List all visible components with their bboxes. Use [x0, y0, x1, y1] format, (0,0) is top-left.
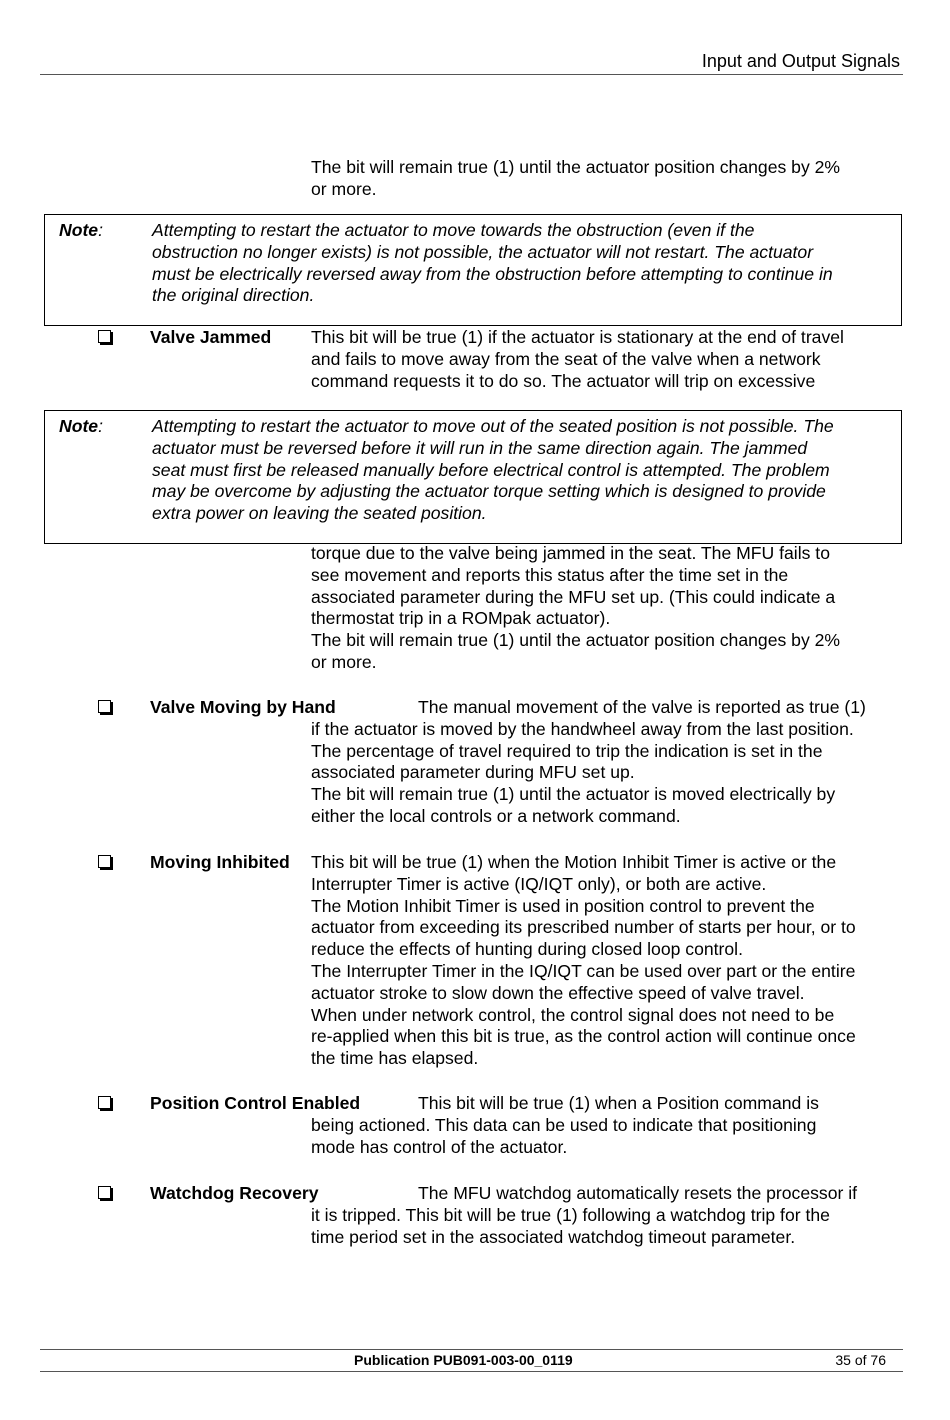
text-line: The Motion Inhibit Timer is used in position control to prevent the [311, 895, 815, 916]
text-line: actuator from exceeding its prescribed number of starts per hour, or to [311, 917, 856, 938]
item-label-watchdog-recovery: Watchdog Recovery [150, 1183, 319, 1203]
text-line: and fails to move away from the seat of the valve when a network [311, 348, 821, 369]
text-line: command requests it to do so. The actuator will trip on excessive [311, 370, 816, 391]
text-line: The bit will remain true (1) until the actuator position changes by 2% [311, 630, 841, 651]
text-line: associated parameter during the MFU set up. (This could indicate a [311, 586, 836, 607]
text-line: may be overcome by adjusting the actuator torque setting which is designed to provide [152, 481, 826, 502]
text-line: The Interrupter Timer in the IQ/IQT can be used over part or the entire [311, 960, 856, 981]
text-line: The bit will remain true (1) until the actuator is moved electrically by [311, 784, 836, 805]
checkbox-bullet-icon [98, 700, 111, 713]
text-line: obstruction no longer exists) is not possible, the actuator will not restart. The actuator [152, 241, 814, 262]
text-line: Interrupter Timer is active (IQ/IQT only), or both are active. [311, 873, 767, 894]
text-line: reduce the effects of hunting during closed loop control. [311, 939, 743, 960]
note-label: Note: [59, 220, 103, 240]
item-label-position-control-enabled: Position Control Enabled [150, 1093, 361, 1113]
item-text-watchdog-recovery [311, 1183, 857, 1248]
text-line: thermostat trip in a ROMpak actuator). [311, 608, 611, 629]
note-label: Note: [59, 416, 103, 436]
text-line: time period set in the associated watchdog timeout parameter. [311, 1226, 796, 1247]
note-box-obstruction [44, 214, 902, 326]
text-line: or more. [311, 178, 377, 199]
text-line: the time has elapsed. [311, 1048, 479, 1069]
checkbox-bullet-icon [98, 855, 111, 868]
header-rule [40, 74, 903, 75]
item-text-valve-jammed [311, 327, 844, 392]
text-line: being actioned. This data can be used to indicate that positioning [311, 1114, 817, 1135]
note-text [152, 416, 834, 525]
footer-page-number: 35 of 76 [835, 1352, 886, 1368]
text-line: torque due to the valve being jammed in the seat. The MFU fails to [311, 543, 830, 563]
text-line: re-applied when this bit is true, as the control action will continue once [311, 1026, 856, 1047]
text-line: The manual movement of the valve is reported as true (1) [418, 697, 866, 717]
item-text-moving-inhibited [311, 852, 856, 1070]
text-line: The bit will remain true (1) until the actuator position changes by 2% [311, 157, 841, 177]
intro-paragraph [311, 157, 840, 201]
footer-publication: Publication PUB091-003-00_0119 [354, 1352, 573, 1368]
text-line: either the local controls or a network command. [311, 805, 681, 826]
text-line: extra power on leaving the seated position. [152, 503, 487, 524]
text-line: actuator stroke to slow down the effective speed of valve travel. [311, 982, 805, 1003]
text-line: This bit will be true (1) when the Motion Inhibit Timer is active or the [311, 852, 837, 872]
note-text [152, 220, 833, 307]
checkbox-bullet-icon [98, 1186, 111, 1199]
text-line: associated parameter during MFU set up. [311, 762, 635, 783]
text-line: actuator must be reversed before it will run in the same direction again. The jammed [152, 437, 808, 458]
item-label-valve-jammed: Valve Jammed [150, 327, 272, 347]
text-line: the original direction. [152, 285, 315, 306]
text-line: The percentage of travel required to trip the indication is set in the [311, 740, 823, 761]
text-line: This bit will be true (1) if the actuator is stationary at the end of travel [311, 327, 844, 347]
text-line: When under network control, the control signal does not need to be [311, 1004, 835, 1025]
note-box-seated [44, 410, 902, 544]
footer-rule-top [40, 1349, 903, 1350]
text-line: must be electrically reversed away from the obstruction before attempting to continue in [152, 263, 833, 284]
text-line: This bit will be true (1) when a Position command is [418, 1093, 819, 1113]
item-text-position-control-enabled [311, 1093, 819, 1158]
text-line: seat must first be released manually before electrical control is attempted. The problem [152, 459, 830, 480]
text-line: Attempting to restart the actuator to move towards the obstruction (even if the [152, 220, 755, 240]
text-line: Attempting to restart the actuator to move out of the seated position is not possible. The [152, 416, 834, 436]
checkbox-bullet-icon [98, 330, 111, 343]
page-header-title: Input and Output Signals [701, 51, 900, 71]
checkbox-bullet-icon [98, 1096, 111, 1109]
footer-rule-bottom [40, 1371, 903, 1372]
text-line: see movement and reports this status after the time set in the [311, 564, 789, 585]
text-line: or more. [311, 651, 377, 672]
item-text-valve-moving-by-hand [311, 697, 866, 828]
text-line: The MFU watchdog automatically resets the processor if [418, 1183, 858, 1203]
text-line: if the actuator is moved by the handwheel away from the last position. [311, 718, 854, 739]
text-line: it is tripped. This bit will be true (1) following a watchdog trip for the [311, 1204, 830, 1225]
text-line: mode has control of the actuator. [311, 1136, 568, 1157]
item-label-valve-moving-by-hand: Valve Moving by Hand [150, 697, 336, 717]
item-text-valve-jammed-continued [311, 543, 840, 674]
item-label-moving-inhibited: Moving Inhibited [150, 852, 290, 872]
